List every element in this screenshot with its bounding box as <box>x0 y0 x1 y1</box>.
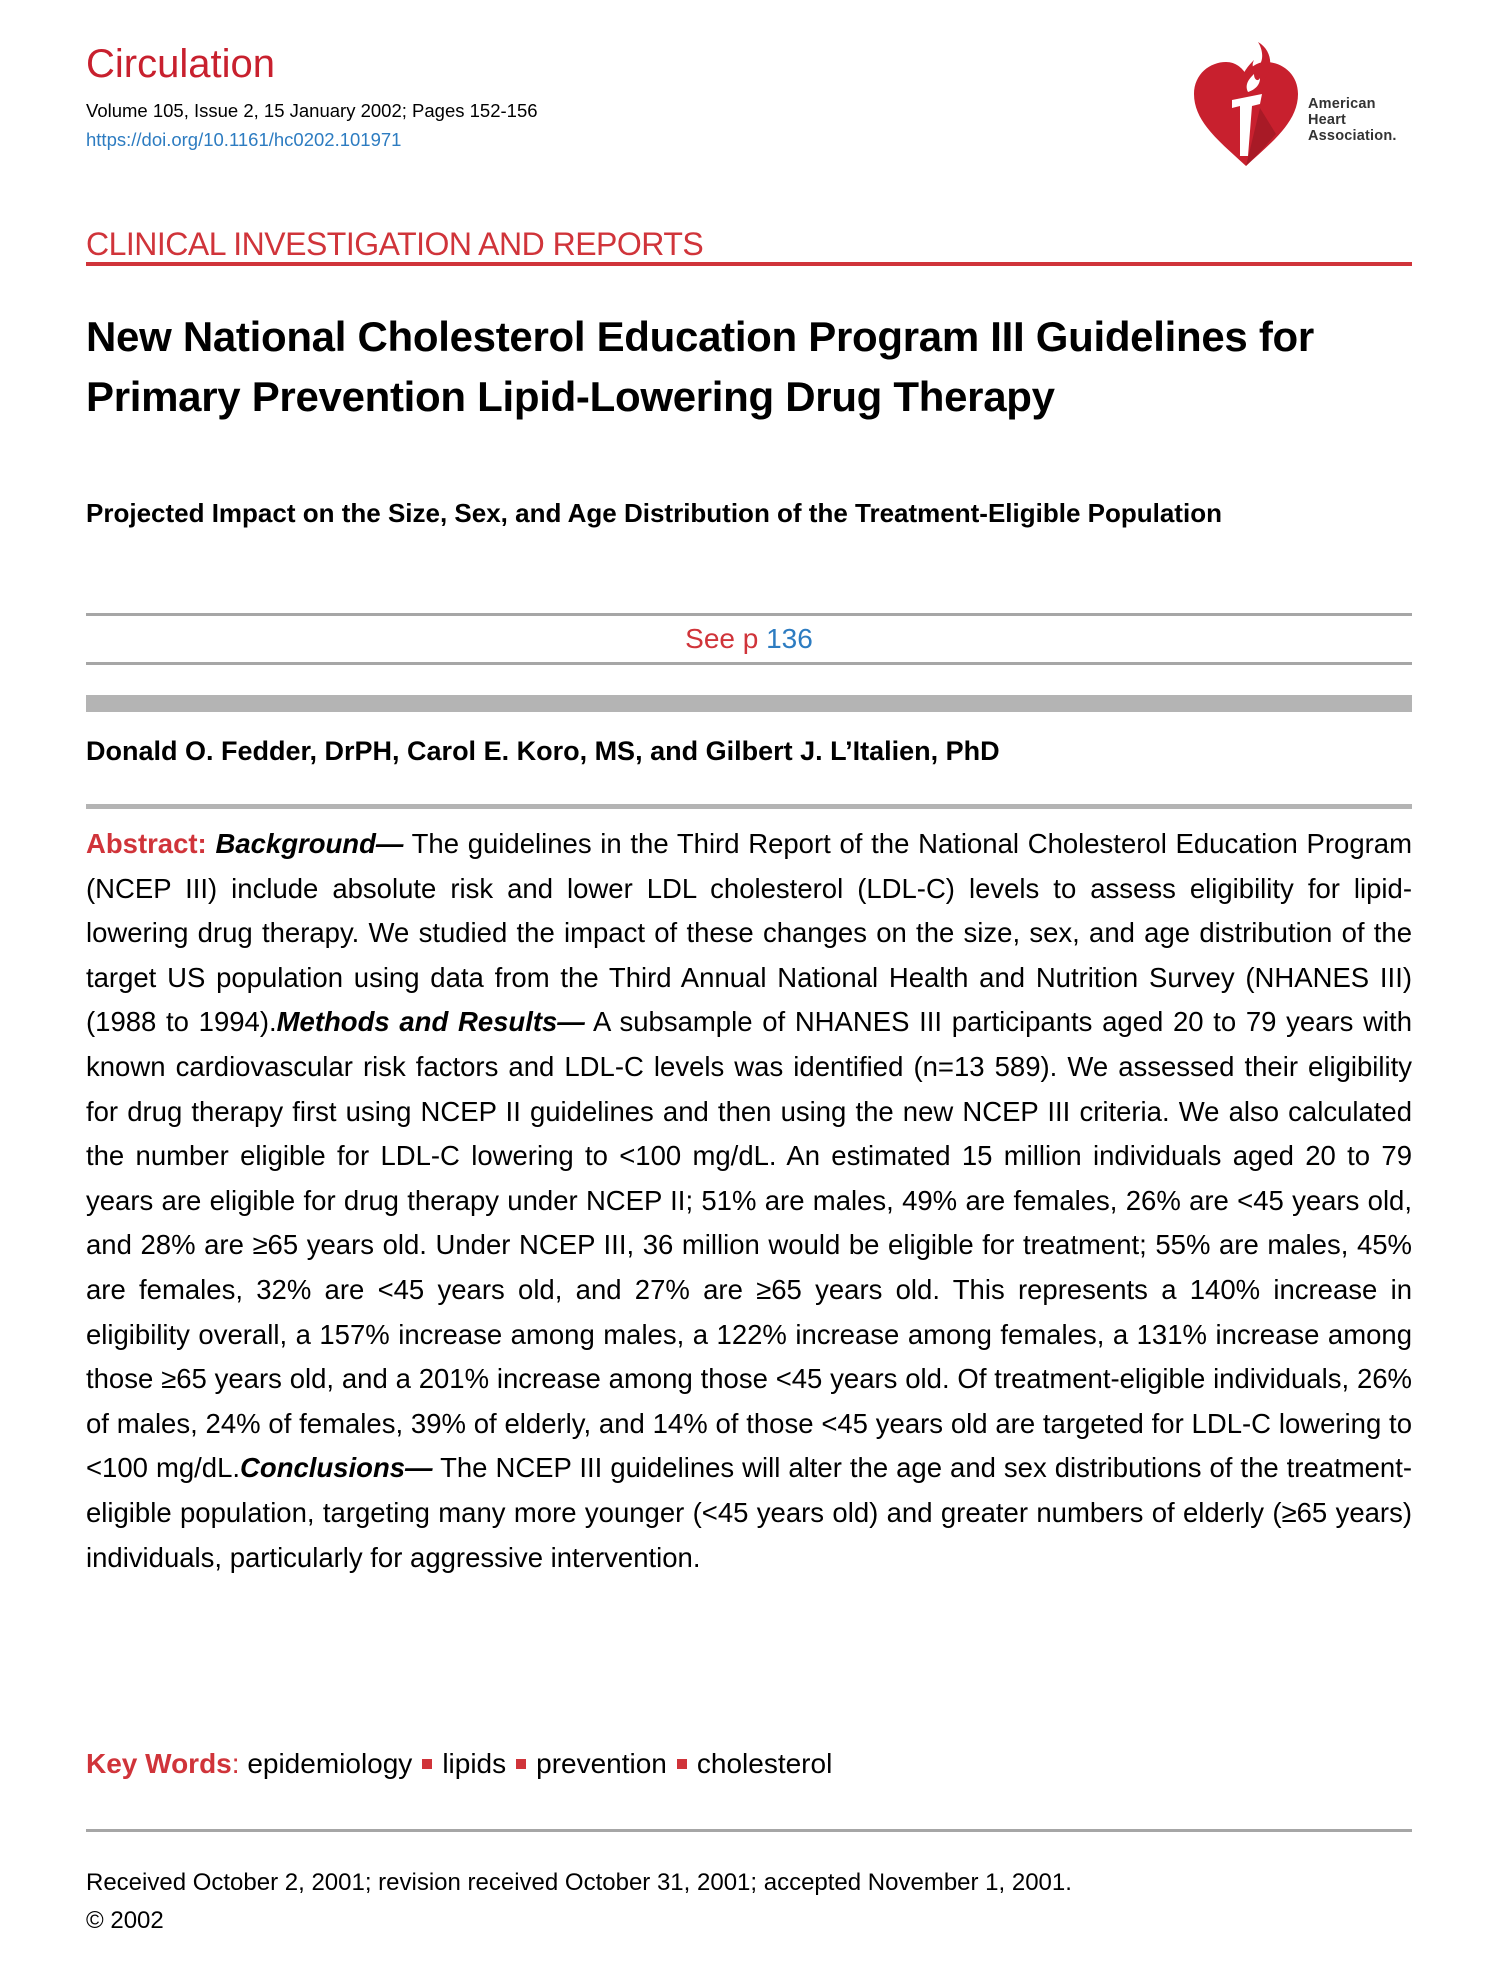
divider <box>86 804 1412 809</box>
aha-wordmark-line: Heart <box>1308 112 1347 128</box>
abstract-section-text: A subsample of NHANES III participants aged 20 to 79 years with known cardiovascular risk factors and LDL-C levels was identified (n=13 589). We assessed their eligibility for drug therapy first using NCEP II guidelines and then using the new NCEP III criteria. We also calculated the number eligible for LDL-C lowering to <100 mg/dL. An estimated 15 million individuals aged 20 to 79 years are eligible for drug therapy under NCEP II; 51% are males, 49% are females, 26% are <45 years old, and 28% are ≥65 years old. Under NCEP III, 36 million would be eligible for treatment; 55% are males, 45% are females, 32% are <45 years old, and 27% are ≥65 years old. This represents a 140% increase in eligibility overall, a 157% increase among males, a 122% increase among females, a 131% increase among those ≥65 years old, and a 201% increase among those <45 years old. Of treatment-eligible individuals, 26% of males, 24% of females, 39% of elderly, and 14% of those <45 years old are targeted for LDL-C lowering to <100 mg/dL. <box>86 1006 1412 1484</box>
keywords-colon: : <box>231 1748 240 1779</box>
abstract <box>86 822 1412 1580</box>
divider <box>86 662 1412 665</box>
see-page-reference <box>86 621 1412 657</box>
abstract-section-heading: Methods and Results— <box>276 1006 585 1038</box>
abstract-section-text: The guidelines in the Third Report of the National Cholesterol Education Program (NCEP III) include absolute risk and lower LDL cholesterol (LDL-C) levels to assess eligibility for lipid-lowering drug therapy. We studied the impact of these changes on the size, sex, and age distribution of the target US population using data from the Third Annual National Health and Nutrition Survey (NHANES III) (1988 to 1994). <box>86 828 1413 1038</box>
see-page-prefix: See p <box>685 623 767 654</box>
abstract-label: Abstract: <box>86 828 207 859</box>
doi-link[interactable]: https://doi.org/10.1161/hc0202.101971 <box>86 129 402 150</box>
volume-issue-line: Volume 105, Issue 2, 15 January 2002; Pages 152-156 <box>86 100 538 121</box>
author-list: Donald O. Fedder, DrPH, Carol E. Koro, MS, and Gilbert J. L’Italien, PhD <box>86 736 1000 766</box>
journal-name: Circulation <box>86 42 275 86</box>
aha-wordmark-line: Association. <box>1308 128 1397 144</box>
copyright: © 2002 <box>86 1907 164 1934</box>
keywords <box>86 1744 832 1784</box>
keyword-separator-icon <box>516 1759 526 1769</box>
heart-torch-icon <box>1190 38 1302 170</box>
keyword[interactable]: lipids <box>442 1748 507 1779</box>
article-title: New National Cholesterol Education Program III Guidelines for Primary Prevention Lipid-Lowering Drug Therapy <box>86 313 1314 420</box>
keywords-label: Key Words <box>86 1748 232 1779</box>
aha-wordmark-line: American <box>1308 96 1376 112</box>
keyword-separator-icon <box>677 1759 687 1769</box>
abstract-section-heading: Conclusions— <box>240 1452 433 1484</box>
divider-thick <box>86 695 1412 712</box>
keyword[interactable]: cholesterol <box>696 1748 833 1779</box>
article-subtitle: Projected Impact on the Size, Sex, and Age Distribution of the Treatment-Eligible Population <box>86 498 1222 528</box>
aha-wordmark <box>1308 96 1397 144</box>
see-page-link[interactable]: 136 <box>766 623 813 654</box>
section-heading: CLINICAL INVESTIGATION AND REPORTS <box>86 226 704 262</box>
received-dates: Received October 2, 2001; revision received October 31, 2001; accepted November 1, 2001. <box>86 1869 1072 1896</box>
aha-logo <box>1190 38 1430 170</box>
divider <box>86 613 1412 616</box>
divider <box>86 1829 1412 1832</box>
abstract-section-heading: Background— <box>215 828 404 859</box>
keyword[interactable]: epidemiology <box>247 1748 413 1779</box>
section-divider <box>86 262 1412 266</box>
keyword-separator-icon <box>422 1759 432 1769</box>
abstract-section-text: The NCEP III guidelines will alter the age and sex distributions of the treatment-eligible population, targeting many more younger (<45 years old) and greater numbers of elderly (≥65 years) individuals, particularly for aggressive intervention. <box>86 1452 1412 1573</box>
keyword[interactable]: prevention <box>536 1748 667 1779</box>
